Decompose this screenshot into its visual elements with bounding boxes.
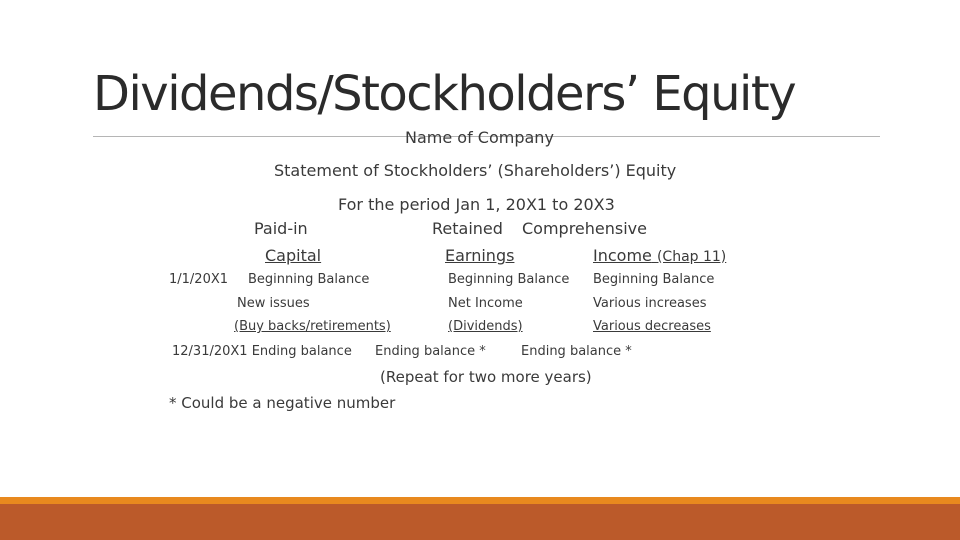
comprehensive-increases: Various increases: [593, 296, 707, 311]
chapter-note: (Chap 11): [656, 249, 727, 265]
footer-band: [0, 504, 960, 540]
paid-in-beginning-balance: Beginning Balance: [248, 272, 370, 287]
retained-beginning-balance: Beginning Balance: [448, 272, 570, 287]
paid-in-header: Paid-in: [254, 219, 308, 238]
income-header: [593, 246, 726, 265]
comprehensive-ending-balance: Ending balance *: [521, 344, 632, 359]
retained-ending-balance: Ending balance *: [375, 344, 486, 359]
footer-accent-stripe: [0, 497, 960, 504]
retained-net-income: Net Income: [448, 296, 523, 311]
footnote: * Could be a negative number: [169, 394, 396, 412]
company-name: Name of Company: [405, 128, 554, 147]
retained-dividends: (Dividends): [448, 319, 523, 334]
paid-in-new-issues: New issues: [237, 296, 310, 311]
retained-header: Retained: [432, 219, 503, 238]
slide-title: Dividends/Stockholders’ Equity: [93, 66, 796, 122]
capital-header: Capital: [265, 246, 322, 265]
start-date: 1/1/20X1: [169, 272, 229, 287]
period-line: For the period Jan 1, 20X1 to 20X3: [338, 195, 615, 214]
paid-in-buybacks: (Buy backs/retirements): [234, 319, 391, 334]
repeat-note: (Repeat for two more years): [380, 368, 592, 386]
statement-title: Statement of Stockholders’ (Shareholders’) Equity: [274, 161, 677, 180]
end-date-balance: 12/31/20X1 Ending balance: [172, 344, 352, 359]
comprehensive-decreases: Various decreases: [593, 319, 711, 334]
income-header-label: Income: [593, 246, 652, 265]
earnings-header: Earnings: [445, 246, 515, 265]
comprehensive-beginning-balance: Beginning Balance: [593, 272, 715, 287]
comprehensive-header: Comprehensive: [522, 219, 647, 238]
